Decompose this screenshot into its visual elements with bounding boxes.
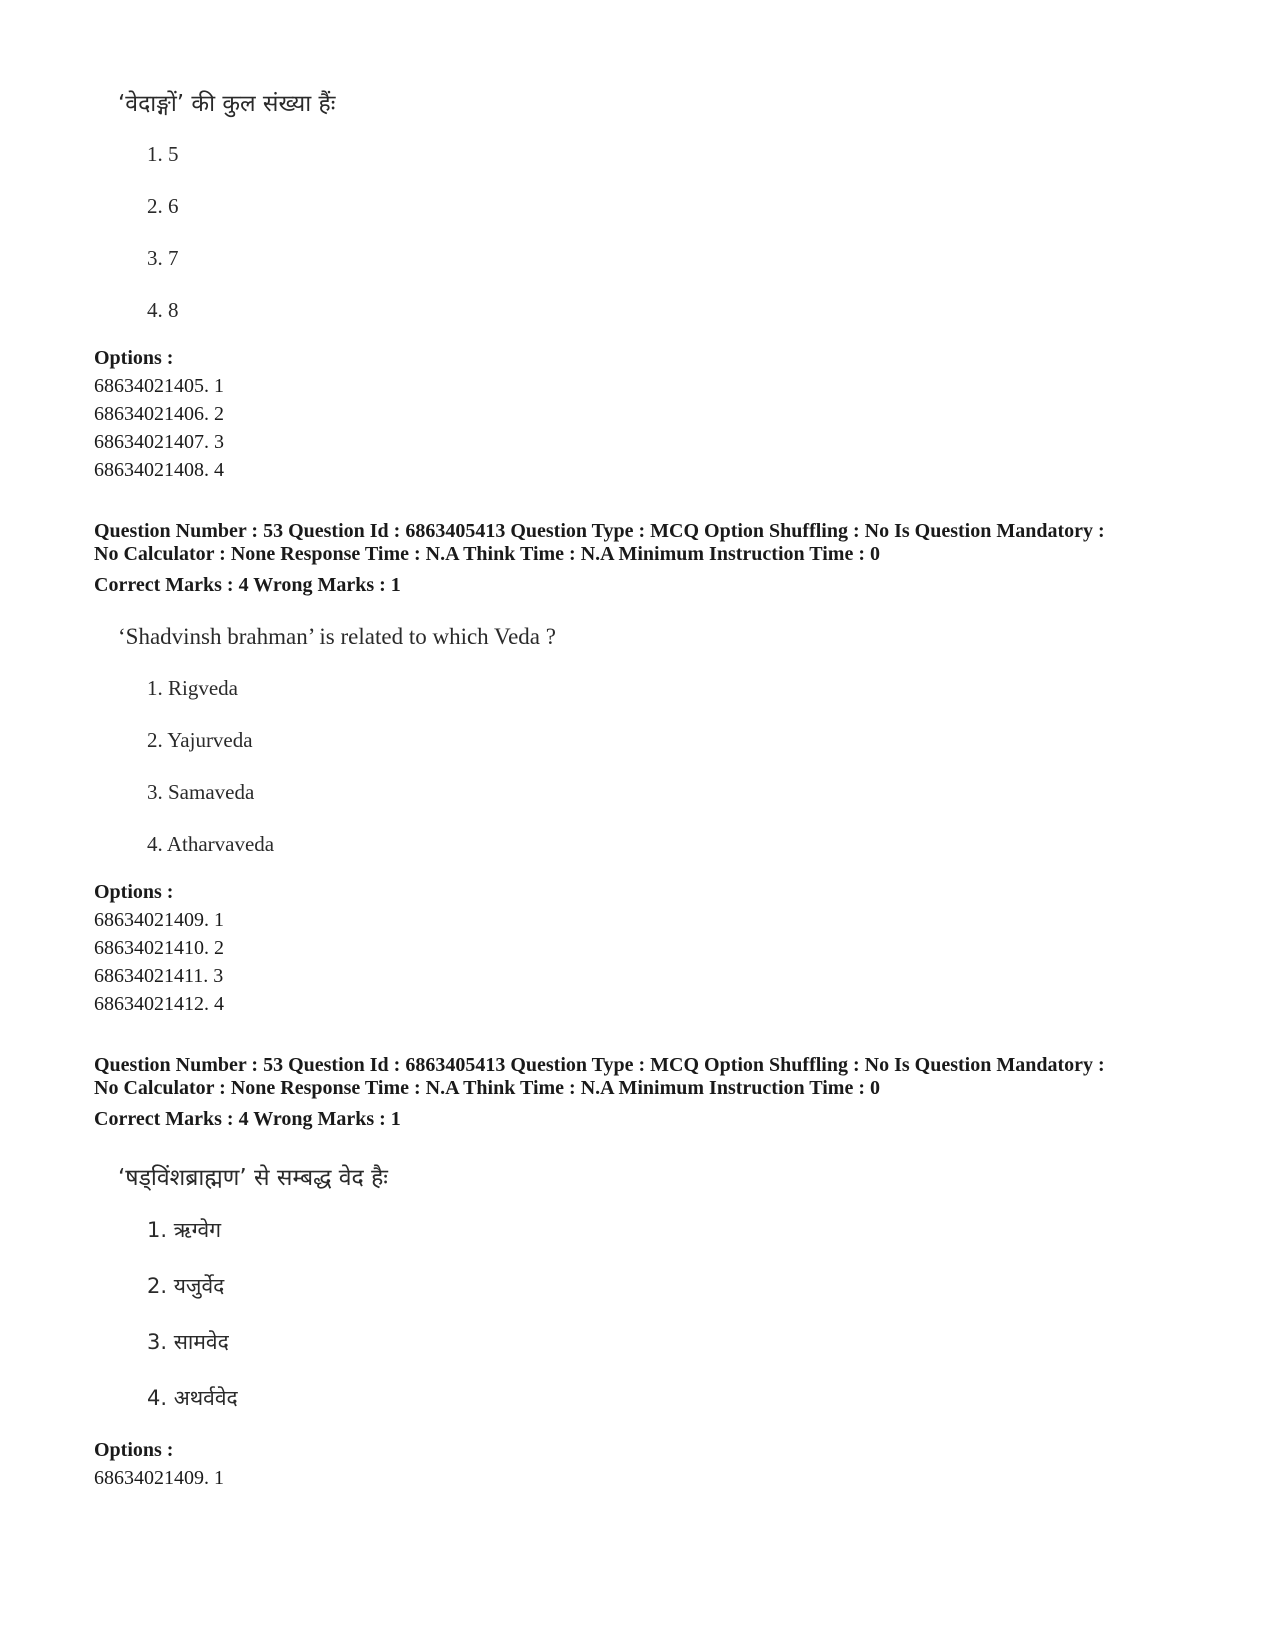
choice-item: 1. 5 — [147, 142, 179, 166]
option-id: 68634021405. 1 — [94, 375, 224, 397]
question-meta — [94, 520, 1214, 566]
option-id: 68634021408. 4 — [94, 459, 224, 481]
meta-line: Question Number : 53 Question Id : 6863405413 Question Type : MCQ Option Shuffling : No Is Question Mandatory : — [94, 1054, 1105, 1076]
choice-item: 2. यजुर्वेद — [147, 1274, 225, 1298]
marks-line: Correct Marks : 4 Wrong Marks : 1 — [94, 574, 401, 596]
choice-item: 4. अथर्ववेद — [147, 1386, 238, 1410]
option-id: 68634021411. 3 — [94, 965, 224, 987]
meta-line: Question Number : 53 Question Id : 6863405413 Question Type : MCQ Option Shuffling : No Is Question Mandatory : — [94, 520, 1105, 542]
choice-item: 3. सामवेद — [147, 1330, 229, 1354]
choice-item: 4. Atharvaveda — [147, 832, 275, 856]
choice-item: 3. Samaveda — [147, 780, 255, 804]
choice-item: 2. 6 — [147, 194, 179, 218]
options-label: Options : — [94, 347, 174, 369]
option-id: 68634021409. 1 — [94, 909, 224, 931]
choice-item: 1. Rigveda — [147, 676, 238, 700]
options-label: Options : — [94, 1439, 174, 1461]
option-id: 68634021406. 2 — [94, 403, 224, 425]
question-meta — [94, 1054, 1214, 1100]
option-id: 68634021407. 3 — [94, 431, 224, 453]
option-id: 68634021412. 4 — [94, 993, 224, 1015]
choice-item: 3. 7 — [147, 246, 179, 270]
option-id: 68634021410. 2 — [94, 937, 224, 959]
option-id: 68634021409. 1 — [94, 1467, 224, 1489]
meta-line: No Calculator : None Response Time : N.A Think Time : N.A Minimum Instruction Time : 0 — [94, 543, 880, 565]
choice-item: 1. ऋग्वेग — [147, 1218, 222, 1242]
marks-line: Correct Marks : 4 Wrong Marks : 1 — [94, 1108, 401, 1130]
question-text: ‘Shadvinsh brahman’ is related to which Veda ? — [118, 624, 556, 649]
choice-item: 2. Yajurveda — [147, 728, 253, 752]
question-text: ‘षड्विंशब्राह्मण’ से सम्बद्ध वेद हैः — [118, 1165, 388, 1191]
choice-item: 4. 8 — [147, 298, 179, 322]
question-text: ‘वेदाङ्गों’ की कुल संख्या हैंः — [118, 91, 336, 117]
options-label: Options : — [94, 881, 174, 903]
meta-line: No Calculator : None Response Time : N.A Think Time : N.A Minimum Instruction Time : 0 — [94, 1077, 880, 1099]
